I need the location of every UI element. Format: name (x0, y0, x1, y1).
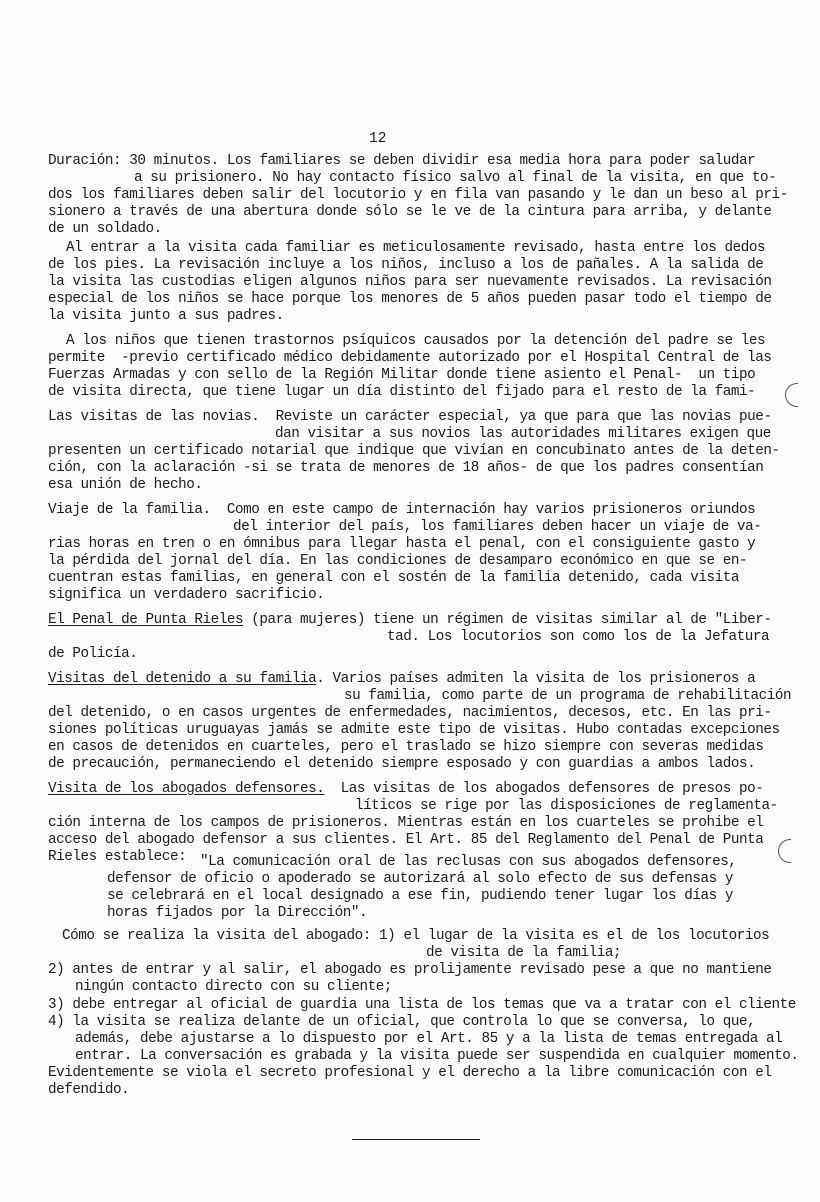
text-line: Evidentemente se viola el secreto profesional y el derecho a la libre comunicación con el (48, 1065, 772, 1081)
margin-mark (778, 839, 791, 863)
text-line: presenten un certificado notarial que indique que vivían en concubinato antes de la deten- (48, 443, 780, 459)
text-line: dos los familiares deben salir del locutorio y en fila van pasando y le dan un beso al pri- (48, 187, 788, 203)
list-item-continuation: ningún contacto directo con su cliente; (75, 979, 393, 995)
text-line: de visita de la familia; (426, 945, 622, 961)
text-line: ción interna de los campos de prisioneros. Mientras están en los cuarteles se prohibe el (48, 815, 764, 831)
quote-line: "La comunicación oral de las reclusas con sus abogados defensores, (200, 854, 737, 870)
text-line: cuentran estas familias, en general con el sostén de la familia detenido, cada visita (48, 570, 740, 586)
text-line: Las visitas de las novias. Reviste un carácter especial, ya que para que las novias pue- (48, 409, 772, 425)
text-line: de visita directa, que tiene lugar un día distinto del fijado para el resto de la fami- (48, 384, 756, 400)
text-line: Las visitas de los abogados defensores de presos po- (324, 781, 764, 797)
text-line: Cómo se realiza la visita del abogado: 1) el lugar de la visita es el de los locutorios (62, 928, 770, 944)
text-line: de Policía. (48, 646, 138, 662)
text-line: Duración: 30 minutos. Los familiares se deben dividir esa media hora para poder saludar (48, 153, 756, 169)
text-line: de precaución, permaneciendo el detenido siempre esposado y con guardias a ambos lados. (48, 756, 756, 772)
text-line: la visita junto a sus padres. (48, 308, 284, 324)
quote-line: se celebrará en el local designado a ese fin, pudiendo tener lugar los días y (107, 888, 733, 904)
page-number: 12 (369, 131, 387, 147)
text-line: de los pies. La revisación incluye a los niños, incluso a los de pañales. A la salida de (48, 257, 764, 273)
text-line: ción, con la aclaración -si se trata de menores de 18 años- de que los padres consentían (48, 460, 764, 476)
list-item: 3) debe entregar al oficial de guardia una lista de los temas que va a tratar con el cliente (48, 997, 796, 1013)
list-item-continuation: además, debe ajustarse a lo dispuesto por el Art. 85 y a la lista de temas entregada al (75, 1031, 783, 1047)
text-line: permite -previo certificado médico debidamente autorizado por el Hospital Central de las (48, 350, 772, 366)
text-line: la pérdida del jornal del día. En las condiciones de desamparo económico en que se en- (48, 553, 748, 569)
text-line: A los niños que tienen trastornos psíquicos causados por la detención del padre se les (66, 333, 766, 349)
text-line: del interior del país, los familiares deben hacer un viaje de va- (233, 519, 762, 535)
text-line: en casos de detenidos en cuarteles, pero el traslado se hizo siempre con severas medidas (48, 739, 764, 755)
text-line: su familia, como parte de un programa de rehabilitación (344, 688, 792, 704)
text-line: (para mujeres) tiene un régimen de visitas similar al de "Liber- (243, 612, 772, 628)
text-line: dan visitar a sus novios las autoridades militares exigen que (275, 426, 771, 442)
text-line: sionero a través de una abertura donde sólo se le ve de la cintura para arriba, y delante (48, 204, 772, 220)
section-heading: Visitas del detenido a su familia (48, 671, 317, 687)
list-item: 4) la visita se realiza delante de un oficial, que controla lo que se conversa, lo que, (48, 1014, 756, 1030)
text-line: . Varios países admiten la visita de los prisioneros a (316, 671, 756, 687)
text-line: de un soldado. (48, 221, 162, 237)
text-line: Rieles establece: (48, 849, 187, 865)
list-item: 2) antes de entrar y al salir, el abogado es prolijamente revisado pese a que no mantiene (48, 962, 772, 978)
text-line: tad. Los locutorios son como los de la Jefatura (387, 629, 770, 645)
text-line: especial de los niños se hace porque los menores de 5 años pueden pasar todo el tiempo de (48, 291, 772, 307)
text-line: siones políticas uruguayas jamás se admite este tipo de visitas. Hubo contadas excepciones (48, 722, 780, 738)
text-line: rias horas en tren o en ómnibus para llegar hasta el penal, con el consiguiente gasto y (48, 536, 756, 552)
text-line: significa un verdadero sacrificio. (48, 587, 325, 603)
text-line: Viaje de la familia. Como en este campo de internación hay varios prisioneros oriundos (48, 502, 756, 518)
quote-line: defensor de oficio o apoderado se autorizará al solo efecto de sus defensas y (107, 871, 733, 887)
text-line: líticos se rige por las disposiciones de reglamenta- (355, 798, 778, 814)
list-item-continuation: entrar. La conversación es grabada y la visita puede ser suspendida en cualquier momento. (75, 1048, 799, 1064)
text-line: Fuerzas Armadas y con sello de la Región Militar donde tiene asiento el Penal- un tipo (48, 367, 756, 383)
section-heading: El Penal de Punta Rieles (48, 612, 244, 628)
text-line: a su prisionero. No hay contacto físico salvo al final de la visita, en que to- (134, 170, 777, 186)
quote-line: horas fijados por la Dirección". (107, 905, 368, 921)
closing-rule (352, 1139, 480, 1140)
text-line: Al entrar a la visita cada familiar es meticulosamente revisado, hasta entre los dedos (66, 240, 766, 256)
text-line: defendido. (48, 1082, 130, 1098)
text-line: la visita las custodias eligen algunos niños para ser nuevamente revisados. La revisación (48, 274, 772, 290)
text-line: acceso del abogado defensor a sus clientes. El Art. 85 del Reglamento del Penal de Punta (48, 832, 764, 848)
margin-mark (785, 383, 798, 407)
section-heading: Visita de los abogados defensores. (48, 781, 325, 797)
text-line: esa unión de hecho. (48, 477, 203, 493)
text-line: del detenido, o en casos urgentes de enfermedades, nacimientos, decesos, etc. En las pri- (48, 705, 772, 721)
